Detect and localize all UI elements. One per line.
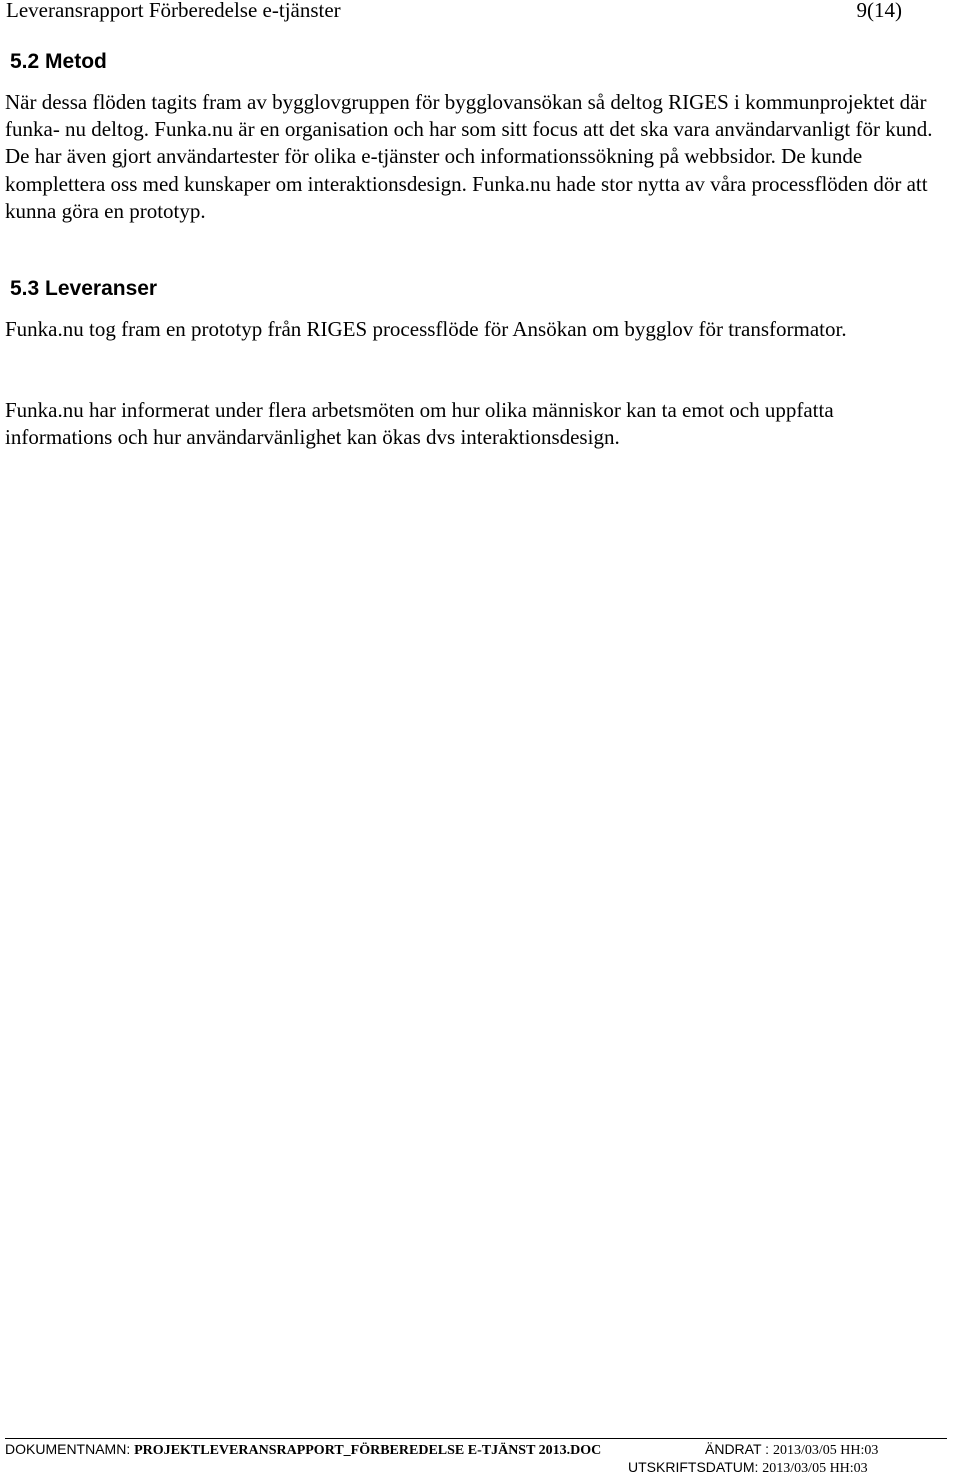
footer-divider (5, 1438, 947, 1439)
page-number: 9(14) (856, 0, 902, 22)
footer-changed-label: ÄNDRAT : (705, 1441, 773, 1457)
section-heading-metod: 5.2 Metod (10, 50, 107, 73)
footer-document-name (5, 1440, 601, 1460)
section-heading-leveranser: 5.3 Leveranser (10, 277, 158, 300)
footer-print-date (628, 1458, 868, 1478)
footer-printed-value: 2013/03/05 HH:03 (762, 1461, 868, 1476)
paragraph-leveranser-prototype: Funka.nu tog fram en prototyp från RIGES processflöde för Ansökan om bygglov för transformator. (5, 317, 847, 341)
footer-changed-value: 2013/03/05 HH:03 (772, 1443, 879, 1458)
page-header (6, 0, 902, 24)
footer-changed-date (705, 1440, 878, 1460)
footer-docname-value: PROJEKTLEVERANSRAPPORT_FÖRBEREDELSE E-TJÄNST 2013.DOC (134, 1443, 602, 1458)
document-title: Leveransrapport Förberedelse e-tjänster (6, 0, 341, 22)
paragraph-leveranser-meetings: Funka.nu har informerat under flera arbetsmöten om hur olika människor kan ta emot och uppfatta informations och hur användarvänlighet kan ökas dvs interaktionsdesign. (5, 398, 834, 450)
footer-printed-label: UTSKRIFTSDATUM: (628, 1459, 763, 1475)
footer-docname-label: DOKUMENTNAMN: (5, 1441, 135, 1457)
paragraph-metod: När dessa flöden tagits fram av bygglovgruppen för bygglovansökan så deltog RIGES i kommunprojektet där funka- nu deltog. Funka.nu är en organisation och har som sitt focus att det ska vara användarvanligt för kund. De har även gjort användartester för olika e-tjänster och informationssökning på webbsidor. De kunde komplettera oss med kunskaper om interaktionsdesign. Funka.nu hade stor nytta av våra processflöden dör att kunna göra en prototyp. (5, 90, 933, 223)
